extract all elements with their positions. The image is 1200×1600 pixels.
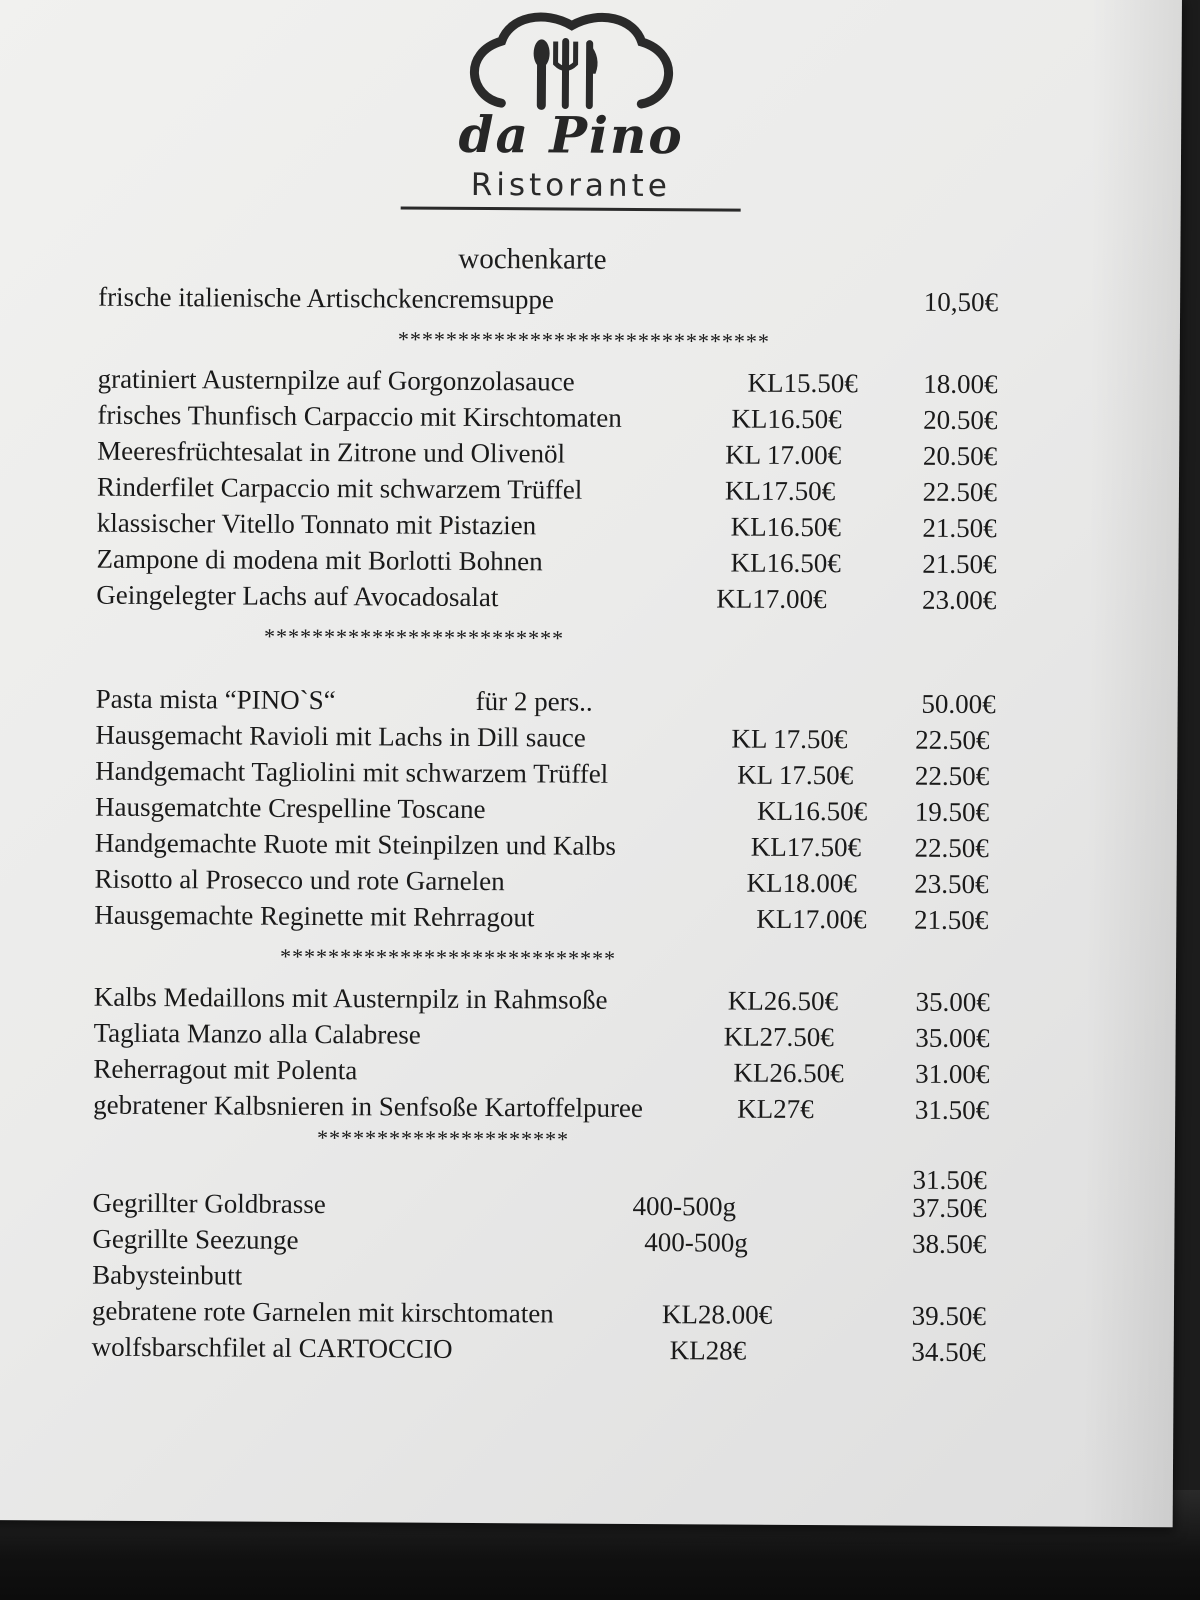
item-name: wolfsbarschfilet al CARTOCCIO (91, 1331, 453, 1364)
chef-hat-cutlery-icon (391, 10, 752, 112)
menu-item (96, 681, 1016, 723)
item-name: frisches Thunfisch Carpaccio mit Kirschtomaten (97, 399, 622, 433)
item-name: Tagliata Manzo alla Calabrese (93, 1017, 421, 1050)
item-price: 21.50€ (913, 904, 989, 936)
item-name: Hausgematchte Crespelline Toscane (94, 791, 486, 825)
menu-item (96, 577, 1016, 619)
item-name: Babysteinbutt (92, 1259, 243, 1291)
item-name: Rinderfilet Carpaccio mit schwarzem Trüffel (96, 471, 583, 505)
item-small-price: KL16.50€ (731, 403, 842, 435)
menu-item (92, 1257, 1012, 1299)
item-price: 22.50€ (922, 476, 998, 508)
menu-item (92, 1185, 1012, 1227)
item-small-price: KL17.50€ (724, 475, 836, 507)
menu-item (98, 279, 1018, 321)
separator: ********************* (316, 1125, 570, 1152)
item-weight: 400-500g (644, 1227, 748, 1258)
item-name: Kalbs Medaillons mit Austernpilz in Rahmsoße (93, 981, 608, 1015)
item-price: 23.00€ (921, 584, 997, 616)
item-price: 37.50€ (912, 1192, 987, 1224)
item-small-price: KL17.00€ (756, 903, 867, 935)
item-small-price: KL26.50€ (733, 1057, 844, 1089)
item-name: Zampone di modena mit Borlotti Bohnen (96, 543, 543, 577)
item-price: 39.50€ (911, 1300, 987, 1332)
item-price: 22.50€ (914, 832, 989, 864)
menu-title: wochenkarte (458, 242, 607, 276)
item-name: gratiniert Austernpilze auf Gorgonzolasauce (97, 363, 575, 397)
menu-item (94, 861, 1014, 903)
item-small-price: KL26.50€ (727, 985, 839, 1017)
separator: ************************* (263, 623, 565, 651)
menu-item (95, 753, 1015, 795)
logo-underline (401, 207, 741, 212)
item-name: Risotto al Prosecco und rote Garnelen (94, 863, 505, 897)
item-price: 34.50€ (911, 1336, 986, 1368)
menu-item (95, 825, 1015, 867)
item-price: 19.50€ (914, 796, 990, 828)
item-price: 21.50€ (922, 512, 997, 544)
item-name: Reherragout mit Polenta (93, 1053, 358, 1086)
item-small-price: KL17.00€ (716, 583, 827, 615)
menu-item (98, 361, 1018, 403)
menu-item (92, 1329, 1012, 1371)
menu-item (94, 897, 1014, 939)
item-price: 22.50€ (915, 724, 990, 756)
separator: ******************************* (397, 326, 770, 354)
item-small-price: KL 17.50€ (731, 723, 848, 755)
menu-list (92, 279, 1019, 1371)
menu-item (95, 717, 1015, 759)
item-price: 35.00€ (915, 1022, 990, 1054)
item-price: 21.50€ (922, 548, 997, 580)
item-name: klassischer Vitello Tonnato mit Pistazien (96, 507, 537, 541)
menu-item (96, 541, 1016, 583)
item-price: 22.50€ (914, 760, 990, 792)
menu-item (94, 979, 1014, 1021)
item-price: 18.00€ (923, 368, 998, 400)
item-price: 31.50€ (914, 1094, 990, 1126)
item-name: gebratener Kalbsnieren in Senfsoße Kartoffelpuree (93, 1089, 644, 1124)
logo-script-text: da Pino (458, 104, 684, 166)
item-price: 23.50€ (914, 868, 989, 900)
item-price: 38.50€ (912, 1228, 987, 1260)
item-small-price: KL27.50€ (723, 1021, 834, 1053)
item-name: Gegrillte Seezunge (92, 1223, 299, 1255)
menu-item (97, 505, 1017, 547)
item-price: 10,50€ (923, 286, 999, 318)
item-name: Gegrillter Goldbrasse (92, 1187, 326, 1220)
item-price: 20.50€ (922, 440, 998, 472)
item-small-price: KL16.50€ (730, 547, 841, 579)
logo-wordmark: Ristorante (470, 166, 671, 205)
item-name: Handgemacht Tagliolini mit schwarzem Trüffel (95, 755, 609, 789)
menu-item (95, 789, 1015, 831)
item-small-price: KL 17.00€ (725, 439, 842, 471)
menu-item (92, 1293, 1012, 1335)
menu-item (93, 1051, 1013, 1093)
item-small-price: KL17.50€ (750, 831, 862, 863)
menu-item (92, 1221, 1012, 1263)
menu-item (97, 433, 1017, 475)
menu-item (97, 469, 1017, 511)
item-small-price: KL 17.50€ (737, 759, 854, 791)
item-name: gebratene rote Garnelen mit kirschtomaten (91, 1295, 554, 1329)
item-name: Pasta mista “PINO`S“ (95, 683, 336, 716)
item-name: Handgemachte Ruote mit Steinpilzen und Kalbs (94, 827, 617, 861)
item-small-price: KL28.00€ (661, 1299, 773, 1330)
item-name: Hausgemacht Ravioli mit Lachs in Dill sauce (95, 719, 586, 753)
item-name: Hausgemachte Reginette mit Rehrragout (94, 899, 535, 933)
item-name: Meeresfrüchtesalat in Zitrone und Olivenöl (97, 435, 566, 469)
item-name: frische italienische Artischckencremsuppe (98, 281, 555, 315)
menu-item (94, 1015, 1014, 1057)
item-small-price: KL27€ (737, 1093, 814, 1125)
menu-item (97, 397, 1017, 439)
item-price: 31.00€ (915, 1058, 990, 1090)
item-note: für 2 pers.. (475, 685, 593, 717)
item-price: 35.00€ (915, 986, 990, 1018)
menu-item (93, 1087, 1013, 1129)
restaurant-logo (391, 10, 752, 212)
separator: **************************** (280, 943, 617, 971)
item-weight: 400-500g (632, 1190, 737, 1222)
item-price: 20.50€ (923, 404, 998, 436)
item-small-price: KL15.50€ (747, 367, 858, 399)
item-price: 50.00€ (921, 688, 996, 720)
item-small-price: KL18.00€ (746, 867, 857, 899)
item-price: 31.50€ (912, 1164, 987, 1196)
item-name: Geingelegter Lachs auf Avocadosalat (96, 579, 499, 613)
item-small-price: KL16.50€ (756, 795, 868, 827)
item-small-price: KL16.50€ (730, 511, 842, 543)
item-small-price: KL28€ (669, 1335, 747, 1366)
